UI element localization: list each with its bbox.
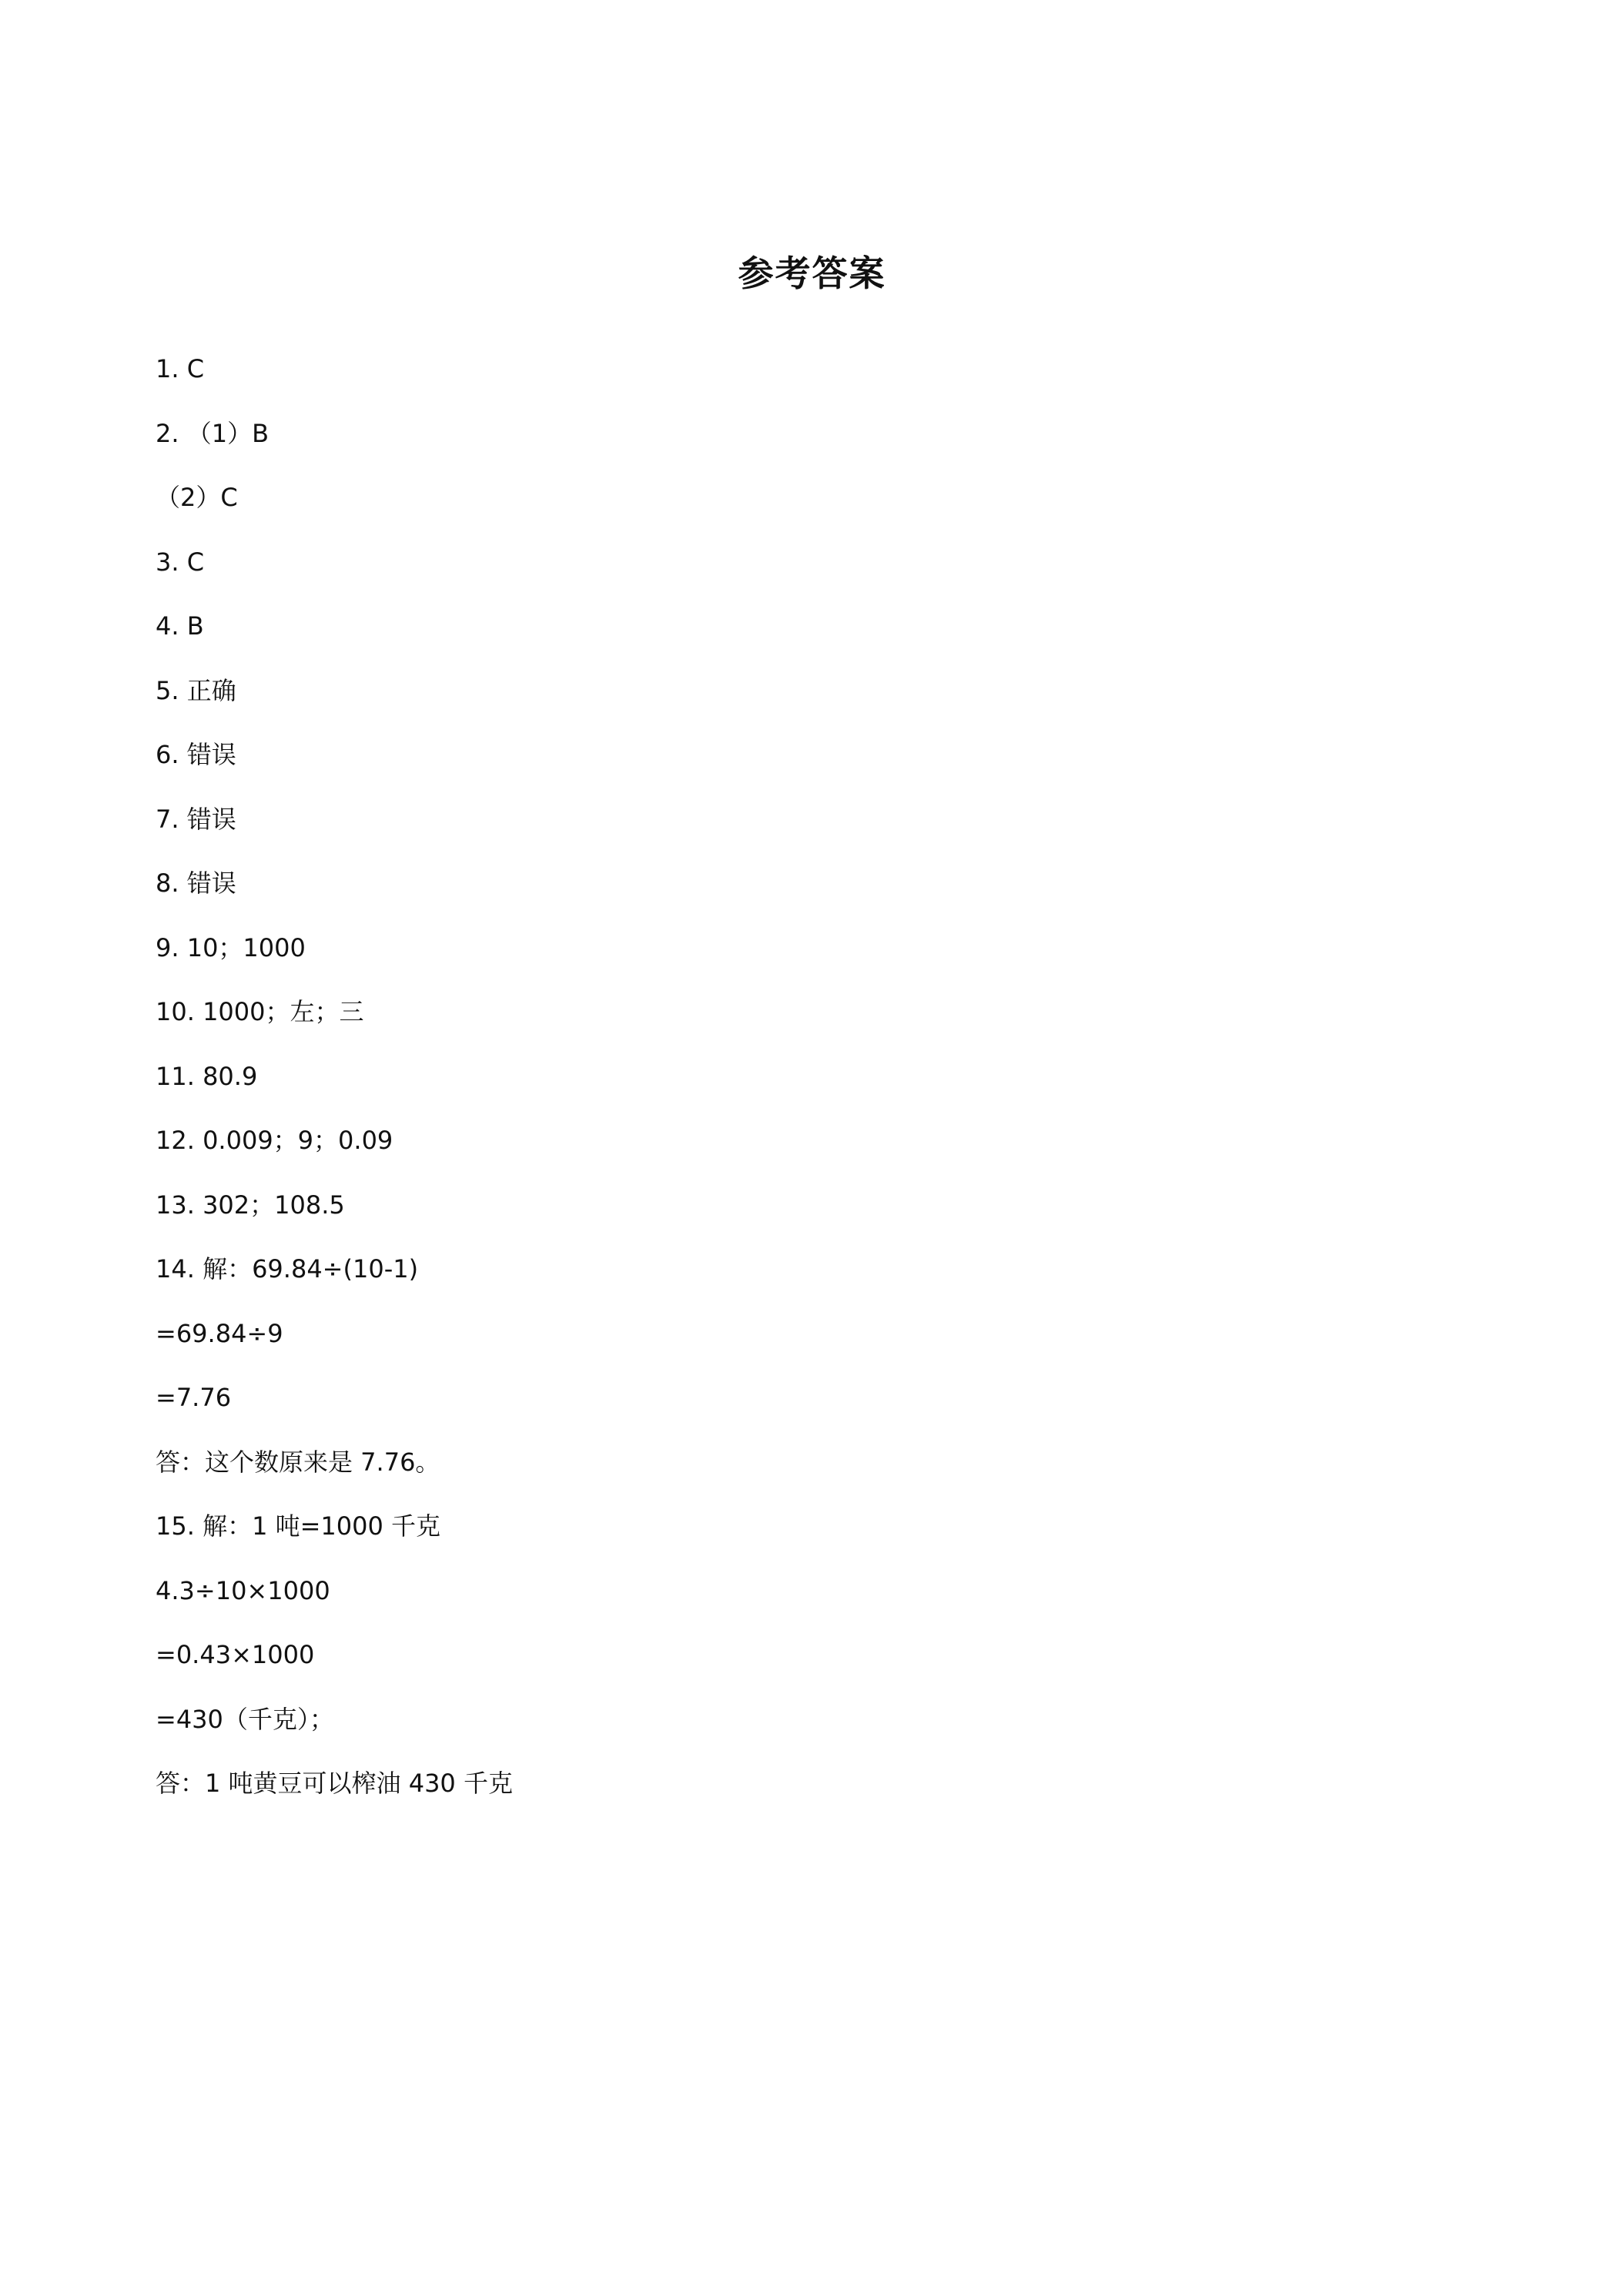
answer-line-15-answer: 答：1 吨黄豆可以榨油 430 千克 [156,1769,513,1798]
answer-line-13: 13. 302；108.5 [156,1190,345,1220]
answer-line-14-question: 14. 解：69.84÷(10-1) [156,1254,419,1284]
answer-line-4: 4. B [156,611,204,641]
answer-line-8: 8. 错误 [156,869,236,898]
answer-line-15-question: 15. 解：1 吨=1000 千克 [156,1511,441,1541]
answer-line-14-answer: 答：这个数原来是 7.76。 [156,1447,440,1477]
answer-list [156,348,1465,1827]
answer-line-2-part-2: （2）C [156,483,238,512]
answer-line-10: 10. 1000；左；三 [156,997,364,1026]
answer-line-14-step-2: =7.76 [156,1383,232,1412]
page-title: 参考答案 [738,253,886,294]
answer-line-15-step-1: 4.3÷10×1000 [156,1575,330,1605]
answer-line-14-step-1: =69.84÷9 [156,1318,283,1348]
answer-line-6: 6. 错误 [156,740,236,769]
answer-line-3: 3. C [156,547,205,577]
answer-line-1: 1. C [156,354,205,383]
answer-line-2-part-1: 2. （1）B [156,418,270,448]
answer-line-15-step-2: =0.43×1000 [156,1640,315,1669]
answer-line-7: 7. 错误 [156,804,236,834]
answer-line-12: 12. 0.009；9；0.09 [156,1126,393,1155]
answer-line-5: 5. 正确 [156,675,236,705]
answer-line-15-step-3: =430（千克）； [156,1704,334,1734]
answer-line-9: 9. 10；1000 [156,932,306,962]
answer-line-11: 11. 80.9 [156,1061,258,1091]
